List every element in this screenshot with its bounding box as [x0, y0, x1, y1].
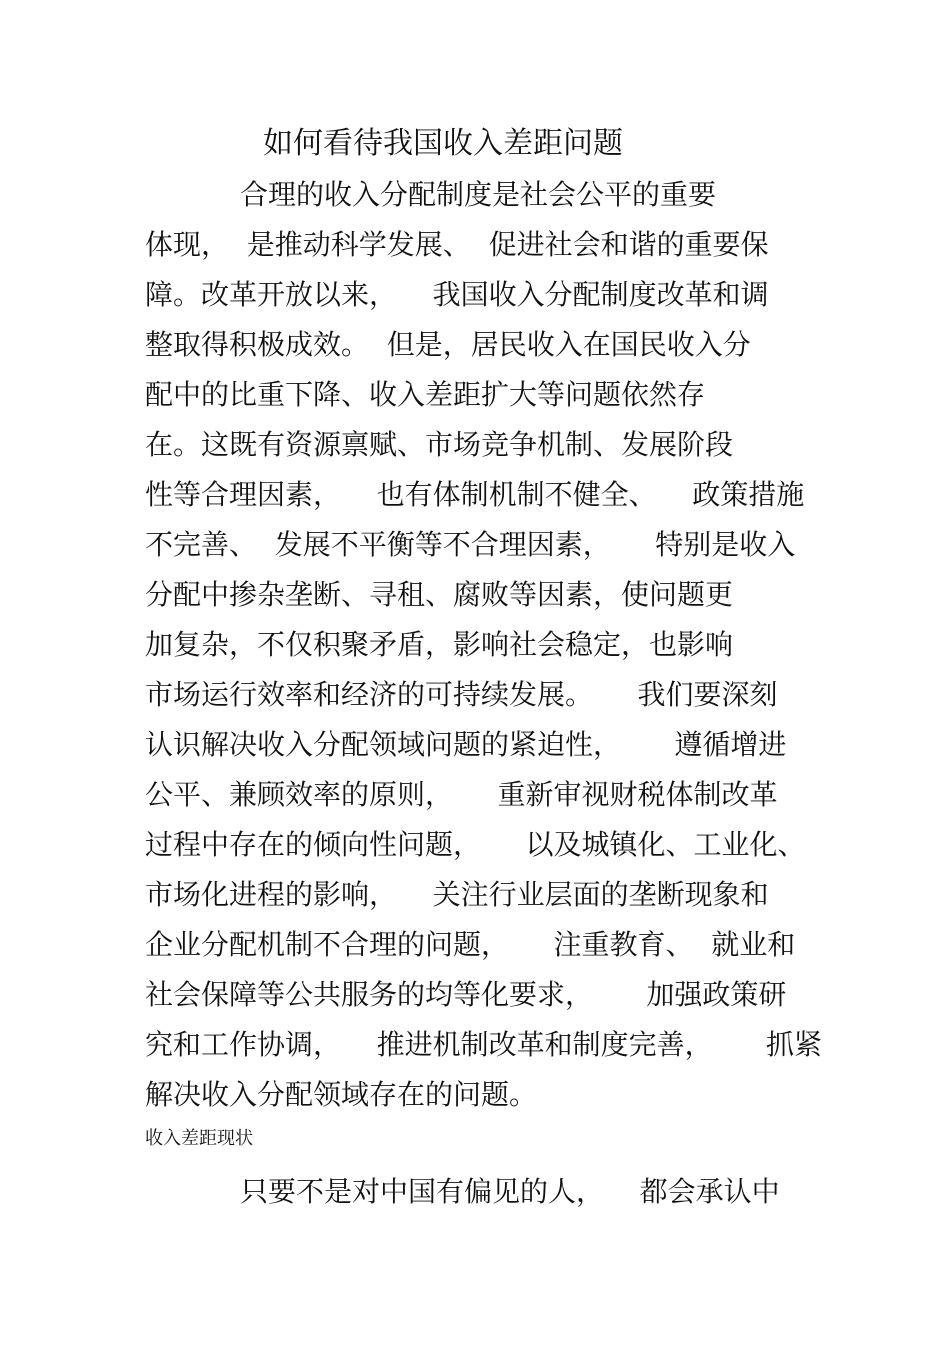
paragraph-line: 障。改革开放以来， 我国收入分配制度改革和调 — [145, 278, 769, 311]
paragraph-line: 性等合理因素， 也有体制机制不健全、 政策措施 — [145, 478, 805, 511]
section-subheading: 收入差距现状 — [145, 1128, 253, 1149]
paragraph-line: 市场化进程的影响， 关注行业层面的垄断现象和 — [145, 878, 769, 911]
paragraph-line: 分配中掺杂垄断、寻租、腐败等因素，使问题更 — [145, 578, 734, 611]
paragraph-line: 企业分配机制不合理的问题， 注重教育、 就业和 — [145, 928, 796, 961]
paragraph-body — [145, 170, 825, 1120]
paragraph-line: 在。这既有资源禀赋、市场竞争机制、发展阶段 — [145, 428, 734, 461]
paragraph-line: 不完善、 发展不平衡等不合理因素， 特别是收入 — [145, 528, 796, 561]
paragraph-line: 配中的比重下降、收入差距扩大等问题依然存 — [145, 378, 706, 411]
paragraph-line: 解决收入分配领域存在的问题。 — [145, 1078, 538, 1111]
paragraph-line: 合理的收入分配制度是社会公平的重要 — [240, 178, 717, 211]
paragraph-line: 过程中存在的倾向性问题， 以及城镇化、工业化、 — [145, 828, 806, 861]
paragraph-line: 整取得积极成效。 但是，居民收入在国民收入分 — [145, 328, 751, 361]
paragraph-line: 认识解决收入分配领域问题的紧迫性， 遵循增进 — [145, 728, 787, 761]
paragraph-line: 究和工作协调， 推进机制改革和制度完善， 抓紧 — [145, 1028, 823, 1061]
paragraph-line: 公平、兼顾效率的原则， 重新审视财税体制改革 — [145, 778, 778, 811]
document-title: 如何看待我国收入差距问题 — [263, 126, 623, 161]
paragraph-line: 社会保障等公共服务的均等化要求， 加强政策研 — [145, 978, 787, 1011]
paragraph-line: 市场运行效率和经济的可持续发展。 我们要深刻 — [145, 678, 778, 711]
paragraph-second-start: 只要不是对中国有偏见的人， 都会承认中 — [240, 1175, 780, 1208]
paragraph-line: 体现， 是推动科学发展、 促进社会和谐的重要保 — [145, 228, 769, 261]
paragraph-line: 加复杂，不仅积聚矛盾，影响社会稳定，也影响 — [145, 628, 734, 661]
